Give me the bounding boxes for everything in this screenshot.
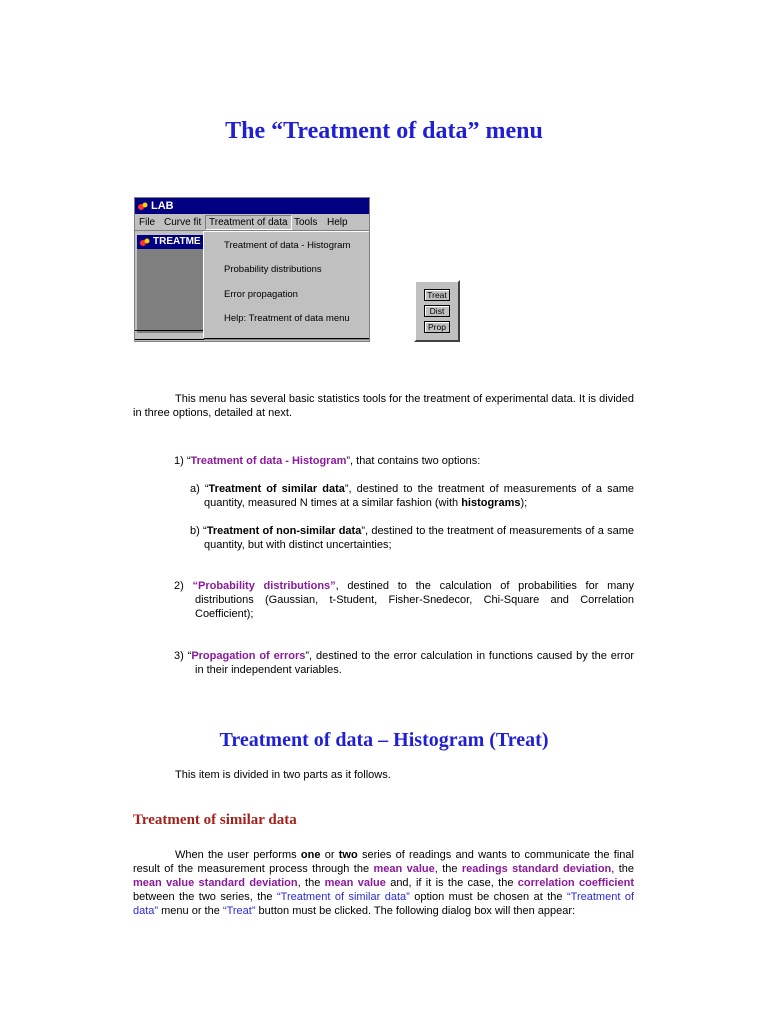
ref-treatment-of-data: “Treatment of data” [133,891,635,917]
item1-name: Treatment of data - Histogram [190,455,347,467]
item2-rest: , destined to the calculation of probabilities for many distributions (Gaussian, t-Student, Fisher-Snedecor, Chi-Square and Correlation Coefficient); [195,580,634,620]
treatment-dropdown-menu [203,231,370,339]
item1a-mid: ”, destined to the treatment of measurements of a same quantity, measured N times at a similar fashion (with [204,483,635,509]
tool-button-panel [414,280,460,342]
para-t11: button must be clicked. The following dialog box will then appear: [255,905,576,917]
body-paragraph [133,848,634,918]
app-title: LAB [151,200,174,212]
lab-window-screenshot [134,197,370,342]
item1a-pre: a) “ [190,483,209,495]
menu-treatment-of-data[interactable]: Treatment of data [205,215,292,230]
prop-button[interactable]: Prop [424,321,450,333]
item2-name: “Probability distributions” [192,580,336,592]
item2-num: 2) [174,580,193,592]
item1b-name: Treatment of non-similar data [206,525,362,537]
inner-window-title: TREATME [153,236,201,247]
ref-treatment-similar-data: “Treatment of similar data” [277,891,410,903]
item1a-bold: histograms [461,497,521,509]
term-readings-std: readings standard deviation [461,863,612,875]
menu-file[interactable]: File [139,217,156,228]
item3-rest: ”, destined to the error calculation in functions caused by the error in their independent variables. [195,650,635,676]
ref-treat: “Treat” [222,905,256,917]
item1b-rest: ”, destined to the treatment of measurements of a same quantity, but with distinct uncertainties; [204,525,635,551]
list-item-3 [174,649,634,677]
para-b2: two [338,849,358,861]
section-intro: This item is divided in two parts as it follows. [175,769,391,781]
para-t1: When the user performs [175,849,301,861]
intro-paragraph: This menu has several basic statistics tools for the treatment of experimental data. It is divided in three options, detailed at next. [133,393,634,419]
section-title: Treatment of data – Histogram (Treat) [219,729,549,751]
term-correlation: correlation coefficient [517,877,634,889]
dropdown-item-histogram[interactable]: Treatment of data - Histogram [224,240,351,251]
dropdown-item-help[interactable]: Help: Treatment of data menu [224,313,350,324]
inner-window-logo-icon [140,237,150,247]
term-mean-value: mean value [373,863,435,875]
list-item-1a [190,482,634,510]
para-t4: , the [434,863,462,875]
para-t6: , the [297,877,325,889]
para-t10: menu or the [158,905,223,917]
dropdown-item-error-propagation[interactable]: Error propagation [224,289,298,300]
list-item-1 [174,454,634,468]
dropdown-item-probability[interactable]: Probability distributions [224,264,322,275]
para-t9: option must be chosen at the [409,891,567,903]
para-b1: one [300,849,321,861]
dist-button[interactable]: Dist [424,305,450,317]
item1-num: 1) “ [174,455,191,467]
treat-button[interactable]: Treat [424,289,450,301]
page-title: The “Treatment of data” menu [225,118,543,144]
term-mean-value-2: mean value [324,877,386,889]
para-t2: or [320,849,339,861]
list-item-1b [190,524,634,552]
item1b-pre: b) “ [190,525,207,537]
term-mean-std: mean value standard deviation [133,877,298,889]
item1a-name: Treatment of similar data [208,483,345,495]
item1-rest: ”, that contains two options: [346,455,481,467]
menu-tools[interactable]: Tools [294,217,318,228]
item3-name: Propagation of errors [191,650,306,662]
menu-bar [135,214,369,231]
menu-help[interactable]: Help [327,217,348,228]
item1a-end: ); [520,497,528,509]
item3-num: 3) “ [174,650,192,662]
menu-curve-fit[interactable]: Curve fit [164,217,202,228]
para-t3: series of readings and wants to communicate the final result of the measurement process through the [133,849,634,875]
app-logo-icon [138,201,148,211]
app-title-bar [135,198,369,214]
para-t5: , the [611,863,635,875]
subsection-title: Treatment of similar data [133,812,297,828]
para-t7: and, if it is the case, the [385,877,518,889]
para-t8: between the two series, the [133,891,277,903]
list-item-2 [174,579,634,621]
